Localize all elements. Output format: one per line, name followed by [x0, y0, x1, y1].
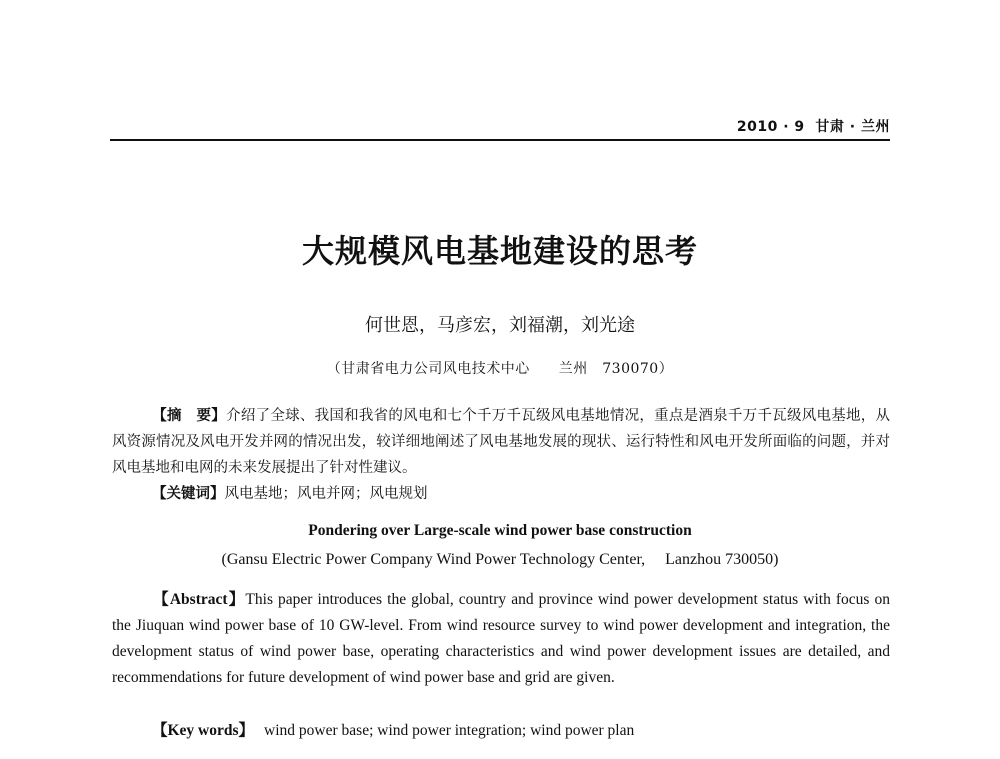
paper-title-cn: 大规模风电基地建设的思考 — [301, 232, 698, 270]
keywords-en-label: 【Key words】 — [152, 722, 255, 739]
issue-date: 2010 · 9 — [736, 119, 805, 135]
issue-header — [737, 116, 890, 136]
authors-cn: 何世恩，马彦宏，刘福潮，刘光途 — [365, 315, 635, 336]
abstract-cn — [112, 403, 890, 481]
abstract-en — [112, 587, 890, 691]
keywords-en — [152, 718, 634, 744]
paper-title-en: Pondering over Large-scale wind power base construction — [308, 522, 692, 539]
keywords-en-text: wind power base; wind power integration; wind power plan — [264, 722, 635, 739]
issue-location: 甘肃 · 兰州 — [815, 119, 890, 135]
keywords-cn-label: 【关键词】 — [152, 485, 225, 502]
keywords-cn — [152, 481, 428, 507]
abstract-cn-text: 介绍了全球、我国和我省的风电和七个千万千瓦级风电基地情况，重点是酒泉千万千瓦级风电基地，从风资源情况及风电开发并网的情况出发，较详细地阐述了风电基地发展的现状、运行特性和风电开发所面临的问题，并对风电基地和电网的未来发展提出了针对性建议。 — [112, 408, 890, 476]
abstract-en-text: This paper introduces the global, country and province wind power development status with focus on the Jiuquan wind power base of 10 GW-level. From wind resource survey to wind power development and integration, the development status of wind power base, operating characteristics and wind power development issues are detailed, and recommendations for future development of wind power base and grid are given. — [112, 591, 891, 686]
affiliation-en: (Gansu Electric Power Company Wind Power Technology Center, Lanzhou 730050) — [221, 551, 779, 568]
abstract-cn-label: 【摘 要】 — [152, 407, 227, 424]
affiliation-cn: （甘肃省电力公司风电技术中心 兰州 730070） — [326, 361, 674, 377]
abstract-en-label: 【Abstract】 — [152, 591, 246, 608]
header-rule — [110, 139, 890, 141]
keywords-cn-text: 风电基地；风电并网；风电规划 — [224, 486, 428, 502]
